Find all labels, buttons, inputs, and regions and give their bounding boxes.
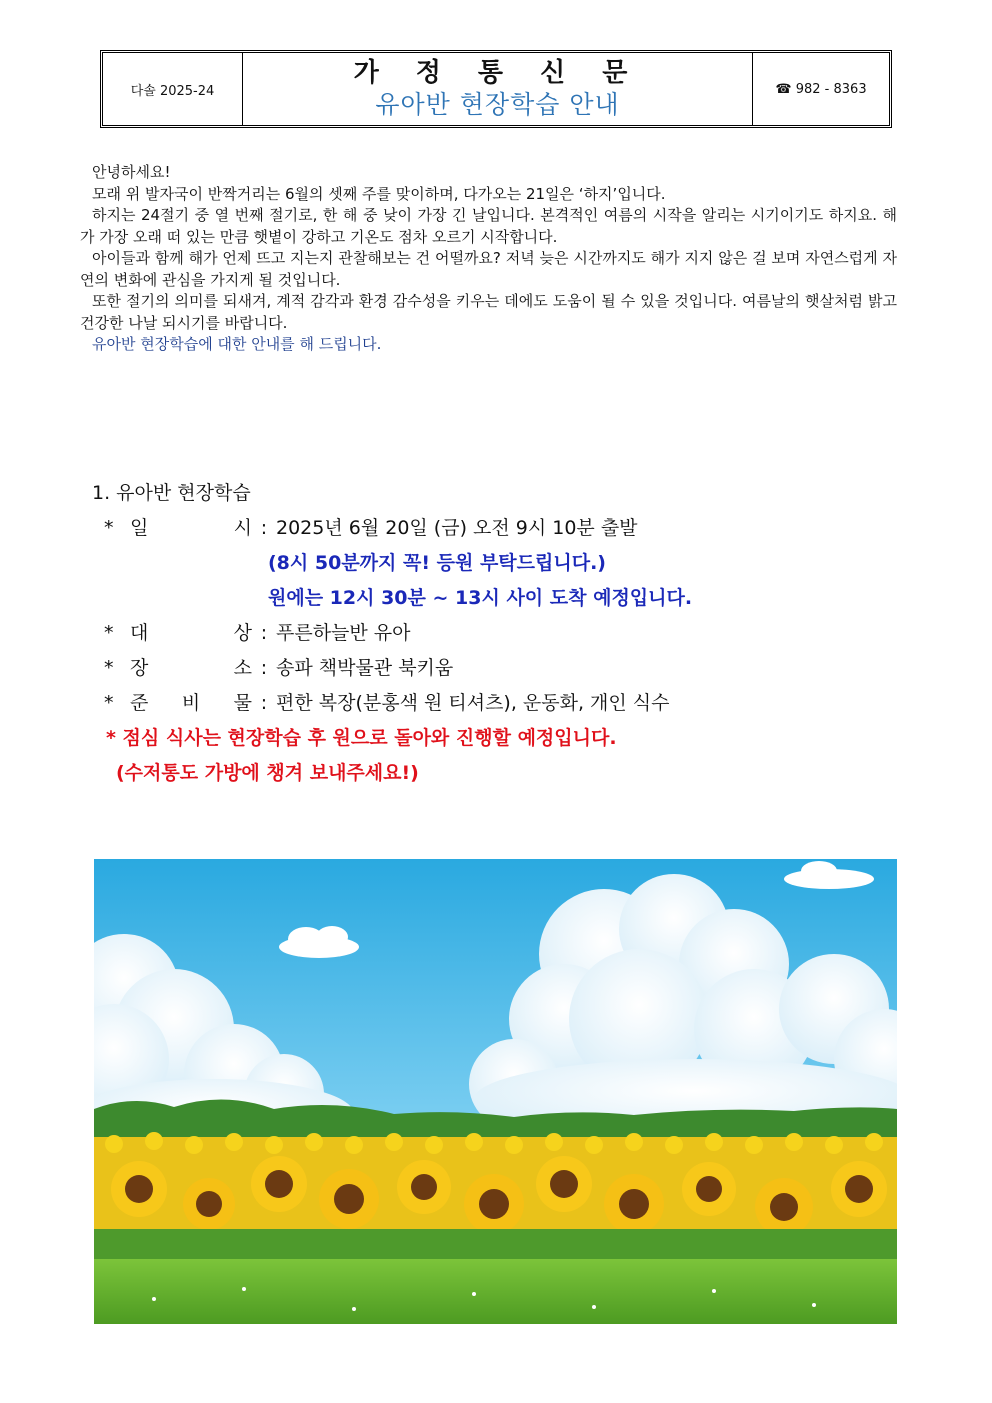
info-row-prep — [92, 686, 892, 721]
info-row-place — [92, 651, 892, 686]
phone-text: 982 - 8363 — [795, 81, 867, 97]
section-heading: 1. 유아반 현장학습 — [92, 482, 251, 504]
phone-number — [753, 53, 889, 125]
place-value: 송파 책박물관 북키움 — [276, 657, 454, 679]
arrival-note: (8시 50분까지 꼭! 등원 부탁드립니다.) — [268, 552, 606, 574]
bullet: * — [104, 517, 114, 539]
colon: : — [260, 692, 268, 714]
row-label: 장 소 — [130, 657, 252, 679]
lunch-note: * 점심 식사는 현장학습 후 원으로 돌아와 진행할 예정입니다. — [106, 727, 617, 749]
intro-paragraph: 하지는 24절기 중 열 번째 절기로, 한 해 중 낮이 가장 긴 날입니다. 본격적인 여름의 시작을 알리는 시기이기도 하지요. 해가 가장 오래 떠 있는 만큼 햇볕이 강하고 기온도 점차 오르기 시작합니다. — [80, 206, 897, 246]
newsletter-header — [100, 50, 892, 128]
header-title-block — [243, 53, 753, 125]
row-label: 준 비 물 — [130, 692, 252, 714]
colon: : — [260, 622, 268, 644]
intro-paragraph: 모래 위 발자국이 반짝거리는 6월의 셋째 주를 맞이하며, 다가오는 21일은 ‘하지’입니다. — [92, 184, 666, 203]
intro-paragraph: 또한 절기의 의미를 되새겨, 계적 감각과 환경 감수성을 키우는 데에도 도움이 될 수 있을 것입니다. 여름날의 햇살처럼 밝고 건강한 나날 되시기를 바랍니다. — [80, 292, 897, 332]
return-note: 원에는 12시 30분 ~ 13시 사이 도착 예정입니다. — [268, 587, 693, 609]
intro-paragraph: 아이들과 함께 해가 언제 뜨고 지는지 관찰해보는 건 어떨까요? 저녁 늦은 시간까지도 해가 지지 않은 걸 보며 자연스럽게 자연의 변화에 관심을 가지게 될 것입니다. — [80, 249, 897, 289]
bullet: * — [104, 622, 114, 644]
sunflower-field-illustration — [94, 859, 897, 1324]
row-label: 대 상 — [130, 622, 252, 644]
lunch-note-2: (수저통도 가방에 챙겨 보내주세요!) — [116, 762, 419, 784]
greeting: 안녕하세요! — [92, 163, 171, 181]
prep-value: 편한 복장(분홍색 원 티셔츠), 운동화, 개인 식수 — [276, 692, 670, 714]
info-row-target — [92, 616, 892, 651]
colon: : — [260, 517, 268, 539]
page-title: 가 정 통 신 문 — [353, 58, 642, 88]
bullet: * — [104, 657, 114, 679]
colon: : — [260, 657, 268, 679]
field-trip-section — [92, 476, 892, 791]
date-value: 2025년 6월 20일 (금) 오전 9시 10분 출발 — [276, 517, 638, 539]
row-label: 일 시 — [130, 517, 252, 539]
sunflower-field-icon — [94, 859, 897, 1324]
intro-closing: 유아반 현장학습에 대한 안내를 해 드립니다. — [92, 335, 382, 353]
doc-number: 다솔 2025-24 — [103, 53, 243, 125]
info-row-date — [92, 511, 892, 546]
target-value: 푸른하늘반 유아 — [276, 622, 411, 644]
bullet: * — [104, 692, 114, 714]
page-subtitle: 유아반 현장학습 안내 — [375, 90, 620, 119]
telephone-icon: ☎ — [775, 81, 792, 97]
intro-letter — [80, 162, 897, 356]
